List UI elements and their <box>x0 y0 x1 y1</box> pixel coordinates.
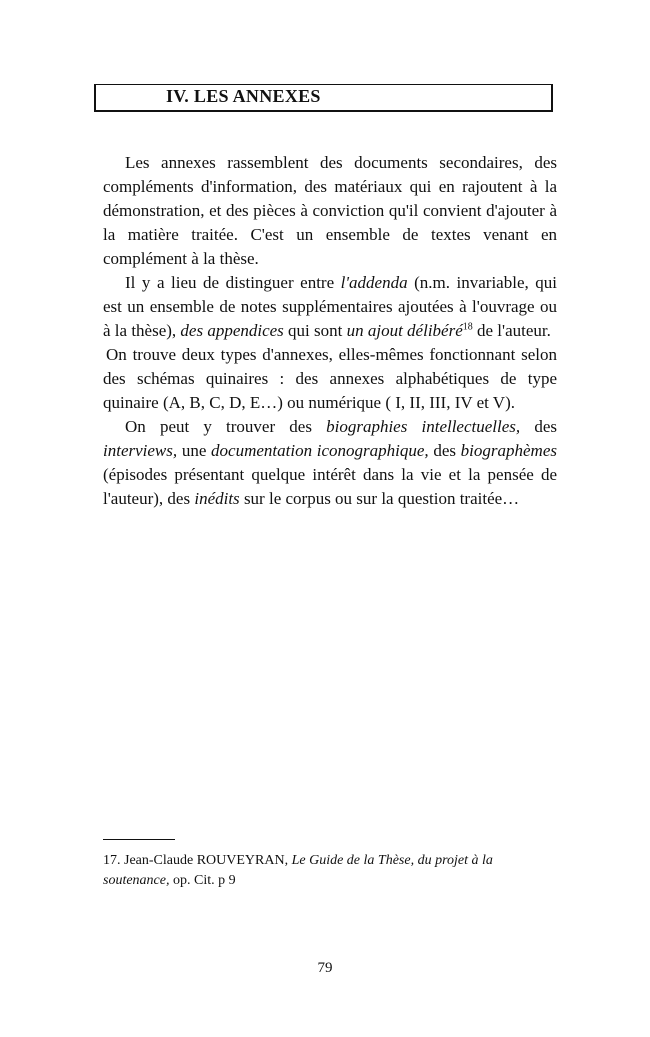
footnote-rest: op. Cit. p 9 <box>169 873 236 888</box>
p4-text-3: une <box>177 441 212 460</box>
p4-text-2: des <box>520 417 557 436</box>
documentation-term: documentation iconographique, <box>211 441 429 460</box>
footnote-number: 17. <box>103 853 121 868</box>
footnote <box>103 851 557 891</box>
section-heading-box <box>94 84 553 112</box>
p4-text-4: des <box>428 441 461 460</box>
biographies-term: biographies intellectuelles, <box>326 417 521 436</box>
addenda-term: l'addenda <box>340 273 408 292</box>
paragraph-1: Les annexes rassemblent des documents secondaires, des compléments d'information, des matériaux qui en rajoutent à la démonstration, et des pièces à conviction qu'il convient d'ajouter à la matière traitée. C'est un ensemble de textes venant en complément à la thèse. <box>103 153 557 268</box>
biographemes-term: biographèmes <box>460 441 557 460</box>
p2-text-4: de l'auteur. <box>472 321 551 340</box>
interviews-term: interviews, <box>103 441 178 460</box>
paragraph-4 <box>103 415 557 511</box>
p2-text-3: qui sont <box>283 321 347 340</box>
appendices-term: des appendices <box>180 321 284 340</box>
inedits-term: inédits <box>194 489 240 508</box>
footnote-author: Jean-Claude ROUVEYRAN, <box>120 853 292 868</box>
p4-text-5: (épisodes présentant quelque intérêt dans la vie et la pensée de l'auteur), des <box>103 465 557 508</box>
p2-text-2: (n.m. invariable, qui est un ensemble de notes supplémentaires ajoutées à l'ouvrage ou à la thèse), <box>103 273 558 340</box>
p4-text-6: sur le corpus ou sur la question traitée… <box>239 489 520 508</box>
footnote-divider <box>103 839 175 840</box>
p2-text-1: Il y a lieu de distinguer entre <box>125 273 341 292</box>
p4-text-1: On peut y trouver des <box>125 417 327 436</box>
body-text <box>103 151 557 511</box>
section-heading: IV. LES ANNEXES <box>162 86 325 107</box>
page-number: 79 <box>317 960 333 976</box>
ajout-term: un ajout délibéré <box>346 321 463 340</box>
paragraph-2 <box>103 271 557 343</box>
footnote-title: Le Guide de la Thèse, du projet à la soutenance, <box>103 853 493 888</box>
footnote-reference: 18 <box>462 321 473 333</box>
paragraph-3: On trouve deux types d'annexes, elles-mêmes fonctionnant selon des schémas quinaires : des annexes alphabétiques de type quinaire (A, B, C, D, E…) ou numérique ( I, II, III, IV et V). <box>103 345 557 412</box>
